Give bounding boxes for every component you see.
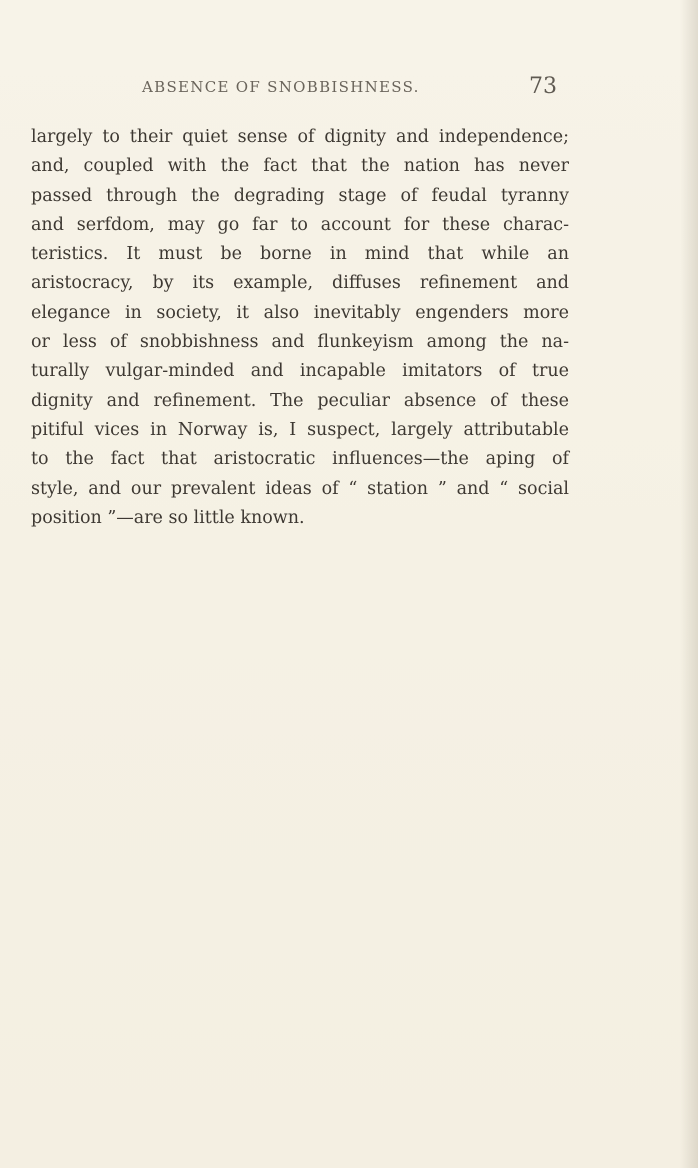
text-line: pitiful vices in Norway is, I suspect, largely attributable [31, 419, 569, 440]
text-line: dignity and refinement. The peculiar absence of these [31, 390, 569, 411]
text-line: teristics. It must be borne in mind that while an [31, 244, 569, 265]
text-line: or less of snobbishness and flunkeyism among the na- [31, 332, 569, 353]
running-head-title: ABSENCE OF SNOBBISHNESS. [142, 78, 420, 96]
text-line: and serfdom, may go far to account for these charac- [31, 214, 569, 235]
body-paragraph [31, 123, 569, 533]
page-number: 73 [529, 74, 557, 99]
text-line: aristocracy, by its example, diffuses refinement and [31, 273, 569, 294]
text-line: elegance in society, it also inevitably engenders more [31, 302, 569, 323]
text-line: passed through the degrading stage of feudal tyranny [31, 185, 569, 206]
text-line: to the fact that aristocratic influences—the aping of [31, 449, 569, 470]
text-line-last: position ”—are so little known. [31, 507, 305, 528]
text-line: largely to their quiet sense of dignity and independence; [31, 127, 569, 147]
text-line: and, coupled with the fact that the nation has never [31, 156, 569, 177]
text-line: turally vulgar-minded and incapable imitators of true [31, 361, 569, 382]
text-line: style, and our prevalent ideas of “ station ” and “ social [31, 478, 569, 499]
